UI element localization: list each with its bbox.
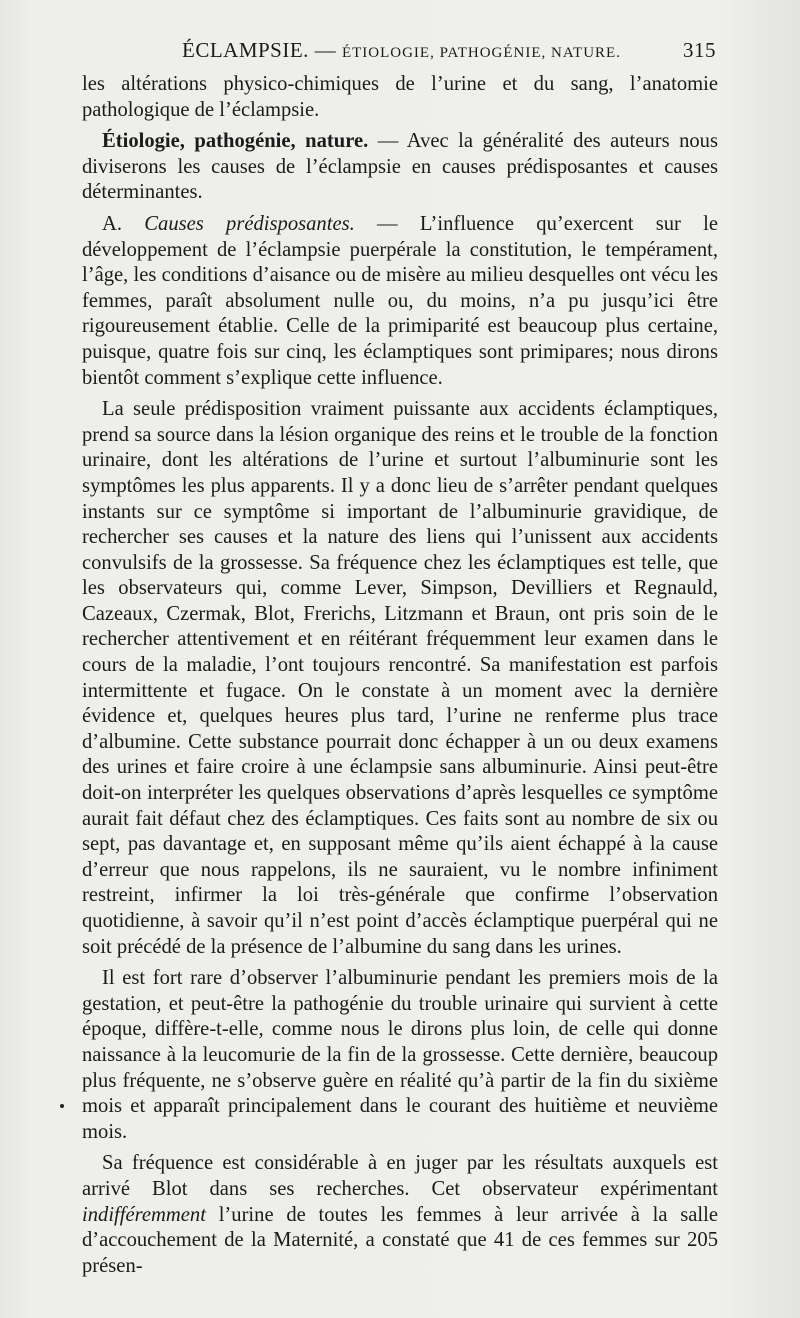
- emphasis-indifferemment: indifféremment: [82, 1203, 206, 1226]
- paragraph-predisposition: La seule prédisposition vraiment puissante aux accidents éclamptiques, prend sa source dans la lésion organique des reins et le trouble de la fonction urinaire, dont les altérations de l’urine et surtout l’albuminurie sont les symptômes les plus apparents. Il y a donc lieu de s’arrêter pendant quelques instants sur ce symptôme si important de l’albuminurie gravidique, de rechercher ses causes et la nature des liens qui l’unissent aux accidents convulsifs de la grossesse. Sa fréquence chez les éclamptiques est telle, que les observateurs qui, comme Lever, Simpson, Devilliers et Regnauld, Cazeaux, Czermak, Blot, Frerichs, Litzmann et Braun, ont pris soin de le rechercher attentivement et en réitérant fréquemment leur examen dans le cours de la maladie, l’ont toujours rencontré. Sa manifestation est parfois intermittente et fugace. On le constate à un moment avec la dernière évidence et, quelques heures plus tard, l’urine ne renferme plus trace d’albumine. Cette substance pourrait donc échapper à un ou deux examens des urines et faire croire à une éclampsie sans albuminurie. Ainsi peut-être doit-on interpréter les quelques observations d’après lesquelles ce symptôme aurait fait défaut chez des éclamptiques. Ces faits sont au nombre de six ou sept, pas davantage et, en supposant même qu’ils aient échappé à la cause d’erreur que nous rappelons, ils ne sauraient, vu le nombre infiniment restreint, infirmer la loi très-générale que confirme l’observation quotidienne, à savoir qu’il n’est point d’accès éclamptique puerpéral qui ne soit précédé de la présence de l’albumine du sang dans les urines.: [82, 398, 718, 958]
- paragraph-etiologie-text: — Avec la généralité des auteurs nous diviserons les causes de l’éclampsie en causes prédisposantes et causes déterminantes.: [82, 130, 718, 204]
- margin-mark: [60, 1104, 64, 1108]
- paragraph-frequence-start: Sa fréquence est considérable à en juger par les résultats auxquels est arrivé Blot dans ses recherches. Cet observateur expérimentant: [82, 1152, 718, 1200]
- subsection-label: A.: [102, 212, 145, 235]
- paragraph-frequence-end: l’urine de toutes les femmes à leur arrivée à la salle d’accouchement de la Maternité, a constaté que 41 de ces femmes sur 205 présen-: [82, 1203, 718, 1277]
- paragraph-etiologie: [82, 129, 718, 206]
- running-title-dash: —: [308, 38, 342, 62]
- section-heading-etiologie: Étiologie, pathogénie, nature.: [102, 130, 369, 153]
- body-text: [82, 72, 718, 1285]
- subsection-heading-causes: Causes prédisposantes.: [144, 212, 355, 235]
- running-title-section: ÉTIOLOGIE, PATHOGÉNIE, NATURE.: [341, 45, 621, 61]
- paragraph-albuminurie: Il est fort rare d’observer l’albuminurie pendant les premiers mois de la gestation, et peut-être la pathogénie du trouble urinaire qui survient à cette époque, diffère-t-elle, comme nous le dirons plus loin, de celle qui donne naissance à la leucomurie de la fin de la grossesse. Cette dernière, beaucoup plus fréquente, ne s’observe guère en réalité qu’à partir de la fin du sixième mois et apparaît principalement dans le courant des huitième et neuvième mois.: [82, 967, 718, 1143]
- paragraph-causes-predisposantes: [82, 212, 718, 391]
- paragraph-continuation: les altérations physico-chimiques de l’urine et du sang, l’anatomie pathologique de l’éclampsie.: [82, 73, 718, 121]
- paragraph-causes-text: — L’influence qu’exercent sur le développement de l’éclampsie puerpérale la constitution, le tempérament, l’âge, les conditions d’aisance ou de misère au milieu desquelles ont vécu les femmes, paraît absolument nulle ou, du moins, n’a pu jusqu’ici être rigoureusement établie. Celle de la primiparité est beaucoup plus certaine, puisque, quatre fois sur cinq, les éclamptiques sont primipares; nous dirons bientôt comment s’explique cette influence.: [82, 212, 718, 389]
- running-header: [82, 38, 718, 64]
- page-number: 315: [683, 38, 716, 62]
- running-title: [182, 38, 621, 63]
- running-title-main: ÉCLAMPSIE.: [182, 38, 309, 62]
- paragraph-frequence: [82, 1151, 718, 1279]
